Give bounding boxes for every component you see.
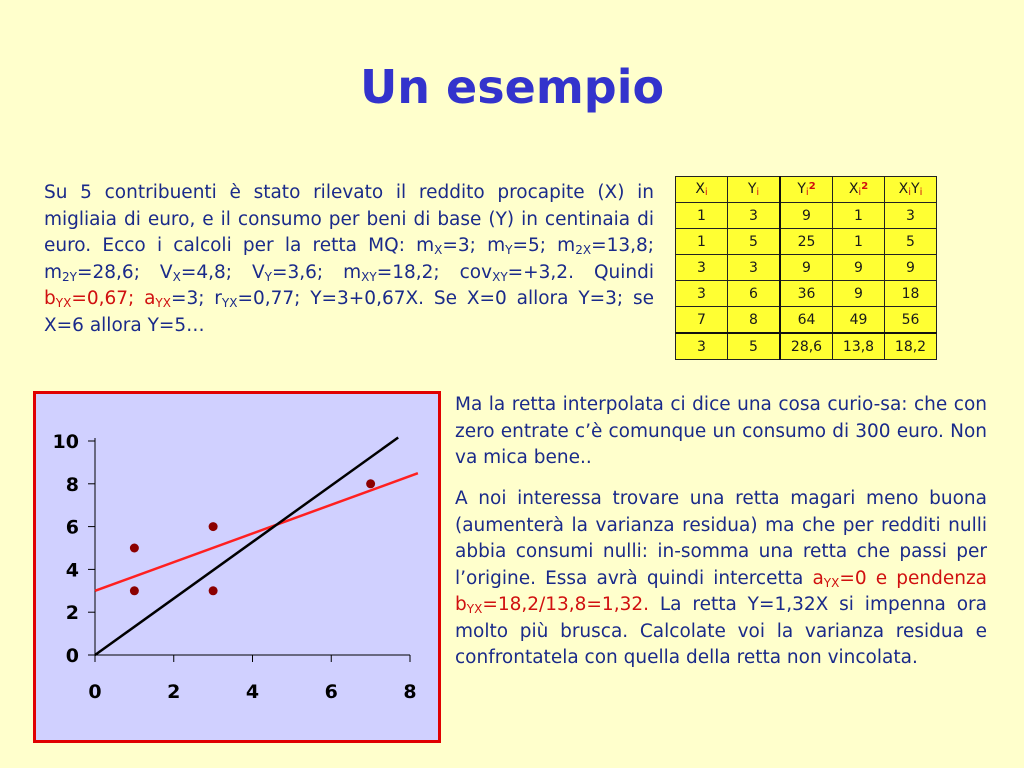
table-cell: 49	[833, 307, 885, 334]
header-xi: Xi	[676, 177, 728, 203]
table-cell: 3	[676, 281, 728, 307]
data-point	[130, 544, 139, 553]
table-cell: 25	[780, 229, 833, 255]
table-cell: 3	[676, 255, 728, 281]
note-paragraph-2: A noi interessa trovare una retta magari meno buona (aumenterà la varianza residua) ma che per redditi nulli abbia consumi nulli: in-somma una retta che passi per l’origine. Essa avrà quindi intercetta $a_{YX}=0$ e pendenza $b_{YX}=18,2/13,8=1,32$. La retta Y=1,32X si impenna ora molto più brusca. Calcolate voi la varianza residua e confrontatela con quella della retta non vincolata.	[455, 488, 987, 668]
table-totals-row	[676, 333, 937, 360]
table-row	[676, 255, 937, 281]
header-xi-squared: Xi$^2$	[833, 177, 885, 203]
table-cell: 1	[676, 229, 728, 255]
table-cell: 1	[676, 203, 728, 229]
table-cell: 9	[780, 255, 833, 281]
regression-line	[95, 473, 418, 591]
table-cell: 3	[728, 203, 781, 229]
data-point	[130, 586, 139, 595]
y-tick-label: 4	[65, 559, 79, 582]
table-row	[676, 281, 937, 307]
header-xiyi: XiYi	[885, 177, 937, 203]
table-cell: 13,8	[833, 333, 885, 360]
table-cell: 5	[885, 229, 937, 255]
y-tick-label: 0	[65, 645, 79, 667]
x-tick-label: 6	[324, 681, 338, 703]
table-cell: 5	[728, 333, 781, 360]
table-cell: 3	[885, 203, 937, 229]
intro-paragraph: Su 5 contribuenti è stato rilevato il reddito procapite (X) in migliaia di euro, e il consumo per beni di base (Y) in centinaia di euro. Ecco i calcoli per la retta MQ: $m_X=3$; $m_Y=5$; $m_{2X}=13,8$; $m_{2Y}=28,6$; $V_X=4,8$; $V_Y=3,6$; $m_{XY}=18,2$; cov$_{XY}$=+3,2. Quindi $b_{YX}=0,67$; $a_{YX}=3$; $r_{YX}=0,77$; Y=3+0,67X. Se X=0 allora Y=3; se X=6 allora Y=5…	[44, 182, 654, 336]
regression-line	[95, 437, 398, 655]
y-tick-label: 8	[65, 473, 79, 496]
note-paragraph-1: Ma la retta interpolata ci dice una cosa curio-sa: che con zero entrate c’è comunque un consumo di 300 euro. Non va mica bene..	[455, 394, 987, 468]
x-tick-label: 8	[403, 681, 417, 703]
chart-canvas	[36, 394, 438, 740]
data-point	[366, 479, 375, 488]
scatter-chart	[33, 391, 441, 743]
header-yi: Yi	[728, 177, 781, 203]
table-cell: 18	[885, 281, 937, 307]
table-cell: 3	[676, 333, 728, 360]
table-row	[676, 229, 937, 255]
y-tick-label: 2	[65, 602, 79, 625]
table-cell: 28,6	[780, 333, 833, 360]
data-point	[209, 522, 218, 531]
table-cell: 9	[885, 255, 937, 281]
slide-title: Un esempio	[359, 60, 665, 114]
table-cell: 64	[780, 307, 833, 334]
table-cell: 8	[728, 307, 781, 334]
table-cell: 9	[833, 281, 885, 307]
table-cell: 5	[728, 229, 781, 255]
table-cell: 1	[833, 203, 885, 229]
calculation-table	[675, 176, 937, 360]
table-cell: 6	[728, 281, 781, 307]
x-tick-label: 4	[245, 681, 260, 703]
table-row	[676, 203, 937, 229]
y-tick-label: 10	[52, 431, 79, 453]
table-cell: 7	[676, 307, 728, 334]
table-header-row	[676, 177, 937, 203]
table-cell: 3	[728, 255, 781, 281]
x-tick-label: 2	[167, 681, 181, 703]
table-row	[676, 307, 937, 334]
data-point	[209, 586, 218, 595]
table-cell: 1	[833, 229, 885, 255]
table-cell: 9	[780, 203, 833, 229]
y-tick-label: 6	[65, 516, 79, 539]
header-yi-squared: Yi$^2$	[780, 177, 833, 203]
table-cell: 9	[833, 255, 885, 281]
x-tick-label: 0	[88, 681, 102, 703]
table-cell: 56	[885, 307, 937, 334]
table-cell: 18,2	[885, 333, 937, 360]
table-cell: 36	[780, 281, 833, 307]
